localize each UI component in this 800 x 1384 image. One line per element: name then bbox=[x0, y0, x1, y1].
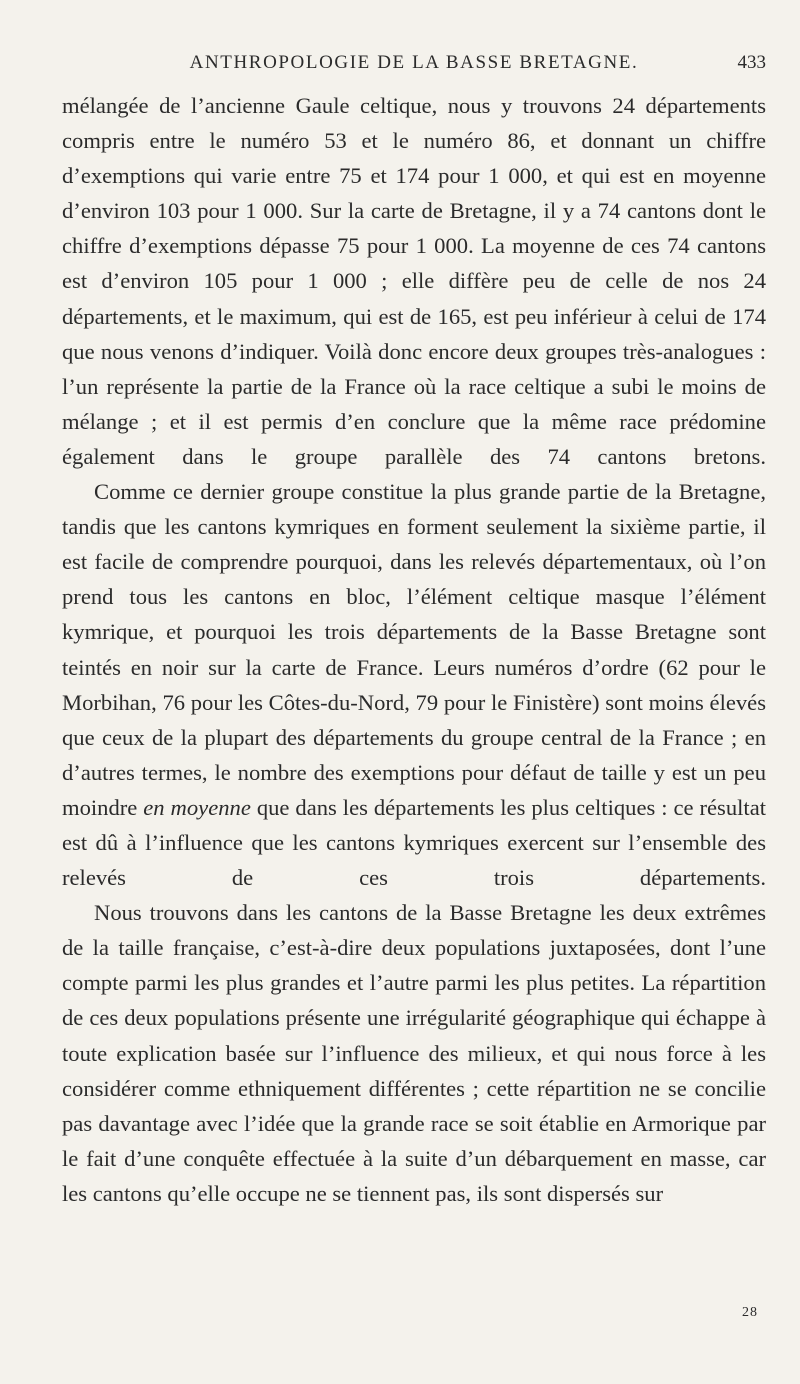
paragraph-2-text-before: Comme ce dernier groupe constitue la plus grande partie de la Bretagne, tandis que les cantons kymriques en forment seulement la sixième partie, il est facile de comprendre pourquoi, dans les relevés départementaux, où l’on prend tous les cantons en bloc, l’élément celtique masque l’élément kymrique, et pourquoi les trois départements de la Basse Bretagne sont teintés en noir sur la carte de France. Leurs numéros d’ordre (62 pour le Morbihan, 76 pour les Côtes-du-Nord, 79 pour le Finistère) sont moins élevés que ceux de la plupart des départements du groupe central de la France ; en d’autres termes, le nombre des exemptions pour défaut de taille y est un peu moindre bbox=[62, 479, 766, 820]
paragraph-1-text: mélangée de l’ancienne Gaule celtique, nous y trouvons 24 départements compris entre le numéro 53 et le numéro 86, et donnant un chiffre d’exemptions qui varie entre 75 et 174 pour 1 000, et qui est en moyenne d’environ 103 pour 1 000. Sur la carte de Bretagne, il y a 74 cantons dont le chiffre d’exemptions dépasse 75 pour 1 000. La moyenne de ces 74 cantons est d’environ 105 pour 1 000 ; elle diffère peu de celle de nos 24 départements, et le maximum, qui est de 165, est peu inférieur à celui de 174 que nous venons d’indiquer. Voilà donc encore deux groupes très-analogues : l’un représente la partie de la France où la race celtique a subi le moins de mélange ; et il est permis d’en conclure que la même race prédomine également dans le groupe parallèle des 74 cantons bretons. bbox=[62, 93, 766, 469]
paragraph-2-emphasis: en moyenne bbox=[143, 794, 251, 820]
paragraph-1 bbox=[62, 88, 766, 474]
paragraph-2-text-after: que dans les départements les plus celtiques : ce résultat est dû à l’influence que les cantons kymriques exercent sur l’ensemble des relevés de ces trois départements. bbox=[62, 794, 767, 891]
paragraph-2 bbox=[62, 474, 766, 895]
paragraph-3 bbox=[62, 895, 766, 1211]
running-title: ANTHROPOLOGIE DE LA BASSE BRETAGNE. bbox=[189, 52, 639, 73]
page-header bbox=[62, 52, 766, 78]
body-text bbox=[62, 88, 766, 1211]
page-number: 433 bbox=[737, 52, 766, 73]
paragraph-3-text: Nous trouvons dans les cantons de la Basse Bretagne les deux extrêmes de la taille française, c’est-à-dire deux populations juxtaposées, dont l’une compte parmi les plus grandes et l’autre parmi les plus petites. La répartition de ces deux populations présente une irrégularité géographique qui échappe à toute explication basée sur l’influence des milieux, et qui nous force à les considérer comme ethniquement différentes ; cette répartition ne se concilie pas davantage avec l’idée que la grande race se soit établie en Armorique par le fait d’une conquête effectuée à la suite d’un débarquement en masse, car les cantons qu’elle occupe ne se tiennent pas, ils sont dispersés sur bbox=[62, 900, 766, 1206]
signature-mark: 28 bbox=[742, 1305, 758, 1320]
